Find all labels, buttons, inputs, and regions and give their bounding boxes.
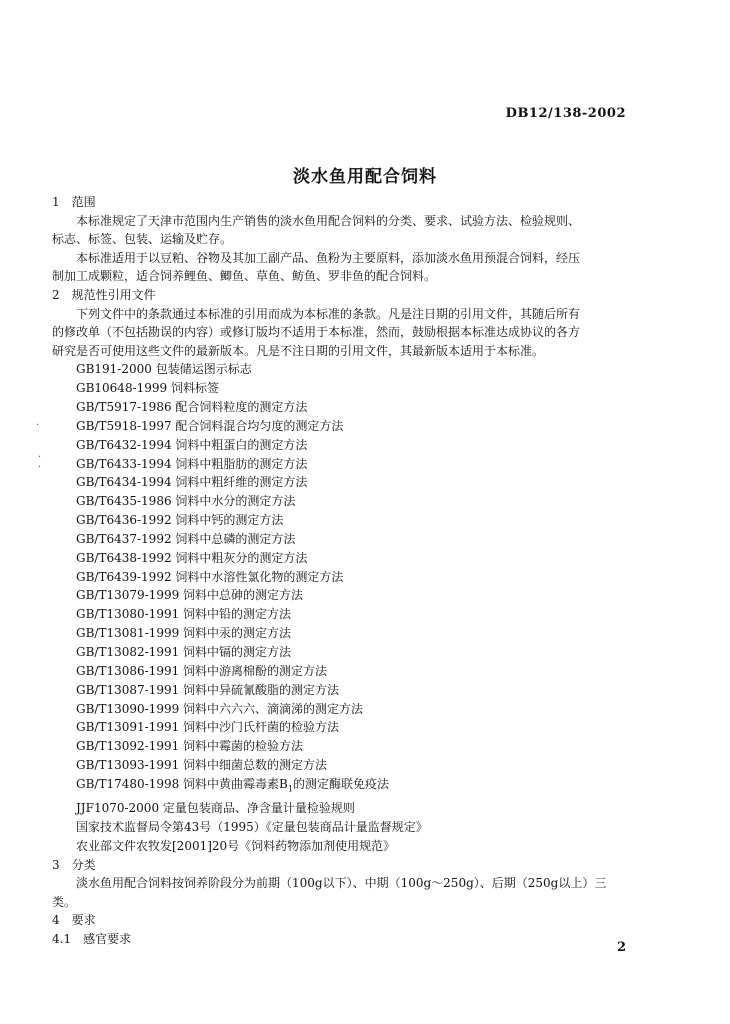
reference-item: GB191-2000 包装储运图示标志 (76, 362, 252, 377)
reference-item: GB/T6439-1992 饲料中水溶性氯化物的测定方法 (76, 569, 344, 584)
section-4-1-heading: 4.1 感官要求 (52, 932, 132, 947)
section-1-heading: 1 范围 (52, 195, 96, 209)
reference-item: GB/T6433-1994 饲料中粗脂肪的测定方法 (76, 456, 308, 471)
reference-item: GB/T6436-1992 饲料中钙的测定方法 (76, 513, 284, 528)
reference-item: GB/T13090-1999 饲料中六六六、滴滴涕的测定方法 (76, 701, 364, 716)
paragraph-line: 的修改单（不包括勘误的内容）或修订版均不适用于本标准，然而，鼓励根据本标准达成协议的各方 (52, 325, 581, 340)
reference-text: 的测定酶联免疫法 (292, 776, 389, 791)
reference-item: GB/T5918-1997 配合饲料混合均匀度的测定方法 (76, 418, 344, 433)
reference-item-aflatoxin (52, 775, 638, 799)
reference-item: JJF1070-2000 定量包装商品、净含量计量检验规则 (76, 801, 355, 816)
paragraph-line: 类。 (52, 894, 77, 909)
paragraph-line: 研究是否可使用这些文件的最新版本。凡是不注日期的引用文件，其最新版本适用于本标准。 (52, 343, 545, 358)
reference-item: GB/T6435-1986 饲料中水分的测定方法 (76, 494, 296, 509)
reference-item: GB/T13081-1999 饲料中汞的测定方法 (76, 626, 292, 641)
page-number: 2 (616, 940, 626, 955)
reference-item: GB/T6438-1992 饲料中粗灰分的测定方法 (76, 550, 308, 565)
reference-item: GB/T13079-1999 饲料中总砷的测定方法 (76, 588, 304, 603)
paragraph-line: 本标准规定了天津市范围内生产销售的淡水鱼用配合饲料的分类、要求、试验方法、检验规则、 (76, 213, 581, 228)
reference-item: GB/T13091-1991 饲料中沙门氏杆菌的检验方法 (76, 720, 340, 735)
reference-list (52, 360, 638, 855)
reference-item: GB/T6437-1992 饲料中总磷的测定方法 (76, 531, 296, 546)
section-4-heading: 4 要求 (52, 913, 96, 928)
reference-item: GB/T6434-1994 饲料中粗纤维的测定方法 (76, 475, 308, 490)
reference-item: 农业部文件农牧发[2001]20号《饲料药物添加剂使用规范》 (76, 838, 396, 853)
reference-item: GB/T13086-1991 饲料中游离棉酚的测定方法 (76, 663, 328, 678)
scan-mark: · (36, 420, 40, 431)
document-title: 淡水鱼用配合饲料 (293, 167, 437, 187)
reference-item: GB10648-1999 饲料标签 (76, 381, 219, 396)
scan-mark: · (38, 452, 42, 463)
subscript: 1 (287, 784, 293, 794)
reference-item: GB/T5917-1986 配合饲料粒度的测定方法 (76, 400, 308, 415)
reference-item: GB/T13080-1991 饲料中铅的测定方法 (76, 607, 292, 622)
reference-item: GB/T13087-1991 饲料中异硫氰酸脂的测定方法 (76, 682, 340, 697)
standard-code: DB12/138-2002 (505, 106, 626, 121)
scan-mark: · (38, 462, 42, 473)
reference-item: GB/T6432-1994 饲料中粗蛋白的测定方法 (76, 437, 308, 452)
paragraph-line: 本标准适用于以豆粕、谷物及其加工副产品、鱼粉为主要原料，添加淡水鱼用预混合饲料，经压 (76, 250, 581, 265)
reference-item: GB/T13082-1991 饲料中镉的测定方法 (76, 645, 292, 659)
section-2-heading: 2 规范性引用文件 (52, 287, 156, 302)
reference-item: GB/T13093-1991 饲料中细菌总数的测定方法 (76, 758, 328, 773)
paragraph-line: 标志、标签、包装、运输及贮存。 (52, 232, 233, 247)
document-body (52, 193, 638, 949)
paragraph-line: 淡水鱼用配合饲料按饲养阶段分为前期（100g以下）、中期（100g～250g）、后期（250g以上）三 (76, 876, 607, 891)
reference-text: GB/T17480-1998 饲料中黄曲霉毒素B (76, 776, 288, 791)
reference-item: GB/T13092-1991 饲料中霉菌的检验方法 (76, 739, 304, 754)
paragraph-line: 制加工成颗粒，适合饲养鲤鱼、鲫鱼、草鱼、鲂鱼、罗非鱼的配合饲料。 (52, 269, 437, 284)
reference-item: 国家技术监督局令第43号（1995）《定量包装商品计量监督规定》 (76, 819, 428, 834)
paragraph-line: 下列文件中的条款通过本标准的引用而成为本标准的条款。凡是注日期的引用文件，其随后所有 (76, 306, 581, 321)
section-3-heading: 3 分类 (52, 857, 96, 872)
